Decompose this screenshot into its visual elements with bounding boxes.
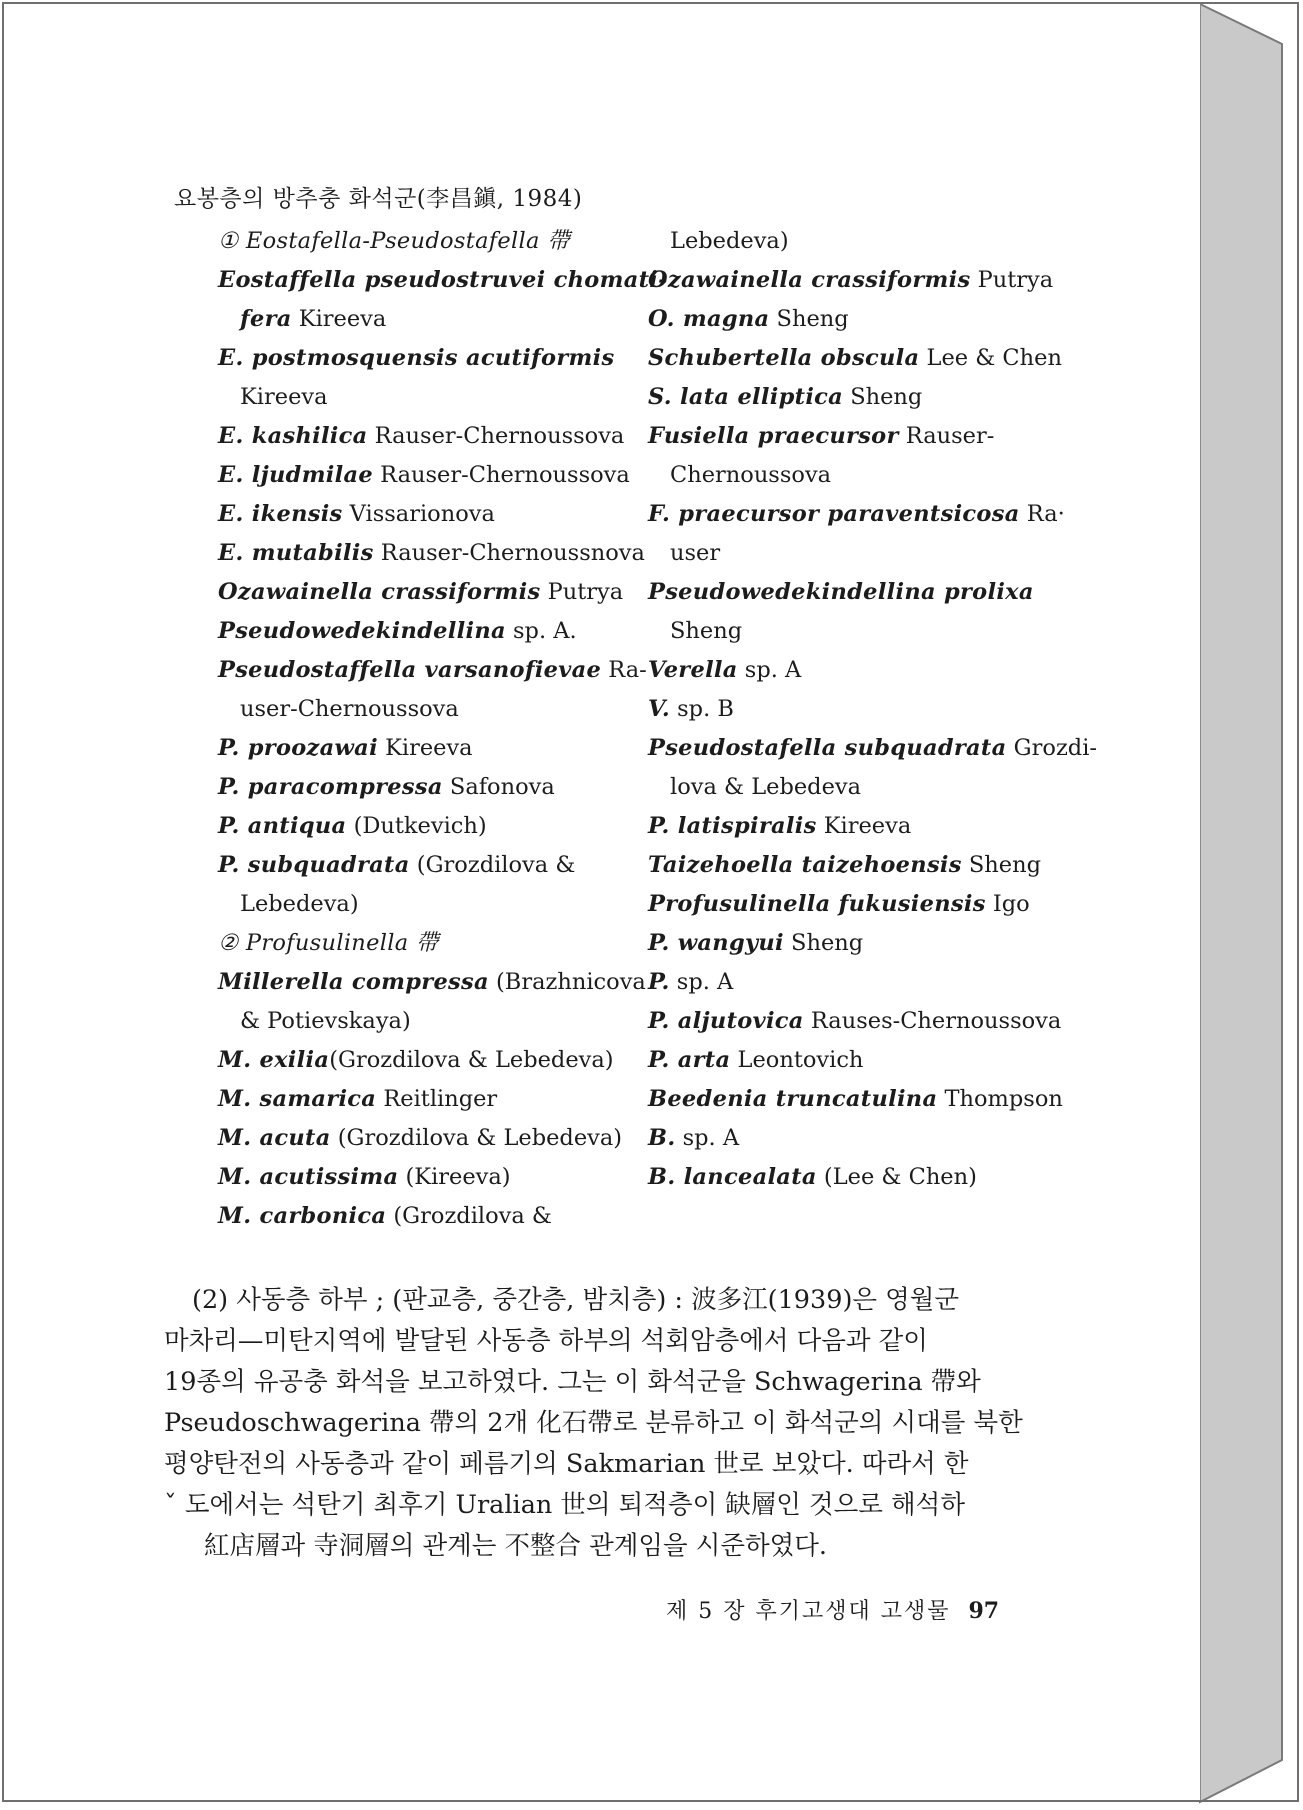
- species-name: ② Profusulinella 帶: [218, 930, 439, 956]
- species-name: E. ljudmilae: [218, 462, 373, 488]
- species-author: & Potievskaya): [240, 1008, 411, 1034]
- species-name: Taizehoella taizehoensis: [648, 852, 962, 878]
- species-author: (Brazhnicova: [488, 969, 646, 995]
- species-author: Rauser-: [898, 423, 995, 449]
- species-author: sp. A.: [505, 618, 577, 644]
- paragraph-line: Pseudoschwagerina 帶의 2개 化石帶로 분류하고 이 화석군의 시대를 북한: [164, 1408, 1023, 1438]
- species-name: P. antiqua: [218, 813, 347, 839]
- species-author: (Dutkevich): [346, 813, 487, 839]
- species-author: Ra·: [1019, 501, 1065, 527]
- species-author: Leontovich: [730, 1047, 864, 1073]
- species-author: sp. A: [675, 1125, 740, 1151]
- species-author: (Grozdilova &: [386, 1203, 552, 1229]
- species-author: (Grozdilova &: [409, 852, 576, 878]
- species-name: P.: [648, 969, 670, 995]
- species-author: Thompson: [937, 1086, 1063, 1112]
- species-author: Chernoussova: [670, 462, 832, 488]
- species-name: Millerella compressa: [218, 969, 489, 995]
- species-name: M. acutissima: [218, 1164, 399, 1190]
- species-name: M. carbonica: [218, 1203, 387, 1229]
- species-name: Verella: [648, 657, 738, 683]
- species-name: F. praecursor paraventsicosa: [648, 501, 1020, 527]
- species-author: Safonova: [442, 774, 555, 800]
- species-author: sp. A: [669, 969, 734, 995]
- paragraph-line: 紅店層과 寺洞層의 관계는 不整合 관계임을 시준하였다.: [204, 1531, 827, 1561]
- image-border: [2, 2, 1299, 1802]
- species-name: Fusiella praecursor: [648, 423, 899, 449]
- species-name: Ozawainella crassiformis: [218, 579, 541, 605]
- species-name: B. lancealata: [648, 1164, 817, 1190]
- species-name: Pseudowedekindellina prolixa: [648, 579, 1034, 605]
- species-author: Putrya: [540, 579, 624, 605]
- species-name: M. exilia: [218, 1047, 330, 1073]
- species-author: user: [670, 540, 721, 566]
- species-author: Sheng: [961, 852, 1042, 878]
- section-heading: 요봉층의 방추충 화석군(李昌鎭, 1984): [174, 186, 583, 212]
- species-author: Kireeva: [291, 306, 387, 332]
- paragraph-line: 마차리—미탄지역에 발달된 사동층 하부의 석회암층에서 다음과 같이: [164, 1326, 928, 1356]
- species-author: Rauses-Chernoussova: [803, 1008, 1062, 1034]
- species-author: Kireeva: [240, 384, 328, 410]
- species-name: P. proozawai: [218, 735, 378, 761]
- species-author: Lee & Chen: [919, 345, 1062, 371]
- species-name: S. lata elliptica: [648, 384, 844, 410]
- species-name: fera: [240, 306, 292, 332]
- species-author: Kireeva: [377, 735, 473, 761]
- species-author: Rauser-Chernoussnova: [373, 540, 645, 566]
- page-number: 97: [968, 1598, 1000, 1624]
- species-author: Lebedeva): [670, 228, 789, 254]
- species-name: Beedenia truncatulina: [648, 1086, 938, 1112]
- paragraph-line: (2) 사동층 하부 ; (판교층, 중간층, 밤치층) : 波多江(1939)은 영월군: [192, 1285, 960, 1315]
- species-name: P. subquadrata: [218, 852, 410, 878]
- species-name: P. arta: [648, 1047, 731, 1073]
- species-author: Sheng: [670, 618, 743, 644]
- species-name: O. magna: [648, 306, 770, 332]
- species-name: Eostaffella pseudostruvei chomati-: [218, 267, 668, 293]
- species-author: Igo: [985, 891, 1030, 917]
- species-name: V.: [648, 696, 670, 722]
- species-name: ① Eostafella-Pseudostafella 帶: [218, 228, 570, 254]
- species-name: Pseudowedekindellina: [218, 618, 506, 644]
- species-name: M. samarica: [218, 1086, 377, 1112]
- species-name: Profusulinella fukusiensis: [648, 891, 986, 917]
- species-author: Sheng: [843, 384, 923, 410]
- species-author: Rauser-Chernoussova: [373, 462, 630, 488]
- species-name: P. latispiralis: [648, 813, 817, 839]
- species-name: B.: [648, 1125, 676, 1151]
- species-name: E. postmosquensis acutiformis: [218, 345, 615, 371]
- species-author: Grozdi-: [1006, 735, 1097, 761]
- species-author: Rauser-Chernoussova: [367, 423, 625, 449]
- paragraph-line: 평양탄전의 사동층과 같이 페름기의 Sakmarian 世로 보았다. 따라서 한: [164, 1449, 969, 1479]
- species-author: Reitlinger: [376, 1086, 498, 1112]
- species-author: (Grozdilova & Lebedeva): [329, 1047, 614, 1073]
- species-name: Ozawainella crassiformis: [648, 267, 971, 293]
- chapter-title: 제 5 장 후기고생대 고생물: [666, 1599, 951, 1624]
- species-author: (Lee & Chen): [816, 1164, 977, 1190]
- species-name: M. acuta: [218, 1125, 331, 1151]
- species-author: lova & Lebedeva: [670, 774, 862, 800]
- species-name: Pseudostaffella varsanofievae: [218, 657, 602, 683]
- species-author: Sheng: [783, 930, 864, 956]
- species-author: Putrya: [970, 267, 1054, 293]
- species-author: Ra-: [601, 657, 647, 683]
- paragraph-line: ˇ 도에서는 석탄기 최후기 Uralian 世의 퇴적층이 缺層인 것으로 해석하: [164, 1490, 965, 1520]
- species-author: Sheng: [769, 306, 849, 332]
- species-author: Lebedeva): [240, 891, 359, 917]
- species-author: user-Chernoussova: [240, 696, 459, 722]
- species-name: E. ikensis: [218, 501, 343, 527]
- species-author: Kireeva: [816, 813, 912, 839]
- species-author: (Kireeva): [398, 1164, 511, 1190]
- species-name: E. mutabilis: [218, 540, 374, 566]
- species-author: sp. A: [737, 657, 802, 683]
- species-name: Schubertella obscula: [648, 345, 920, 371]
- species-name: P. paracompressa: [218, 774, 443, 800]
- species-name: P. wangyui: [648, 930, 784, 956]
- species-name: P. aljutovica: [648, 1008, 804, 1034]
- paragraph-line: 19종의 유공충 화석을 보고하였다. 그는 이 화석군을 Schwagerina 帶와: [164, 1367, 981, 1397]
- species-author: (Grozdilova & Lebedeva): [330, 1125, 623, 1151]
- species-name: Pseudostafella subquadrata: [648, 735, 1007, 761]
- species-author: Vissarionova: [342, 501, 495, 527]
- species-name: E. kashilica: [218, 423, 368, 449]
- species-author: sp. B: [669, 696, 734, 722]
